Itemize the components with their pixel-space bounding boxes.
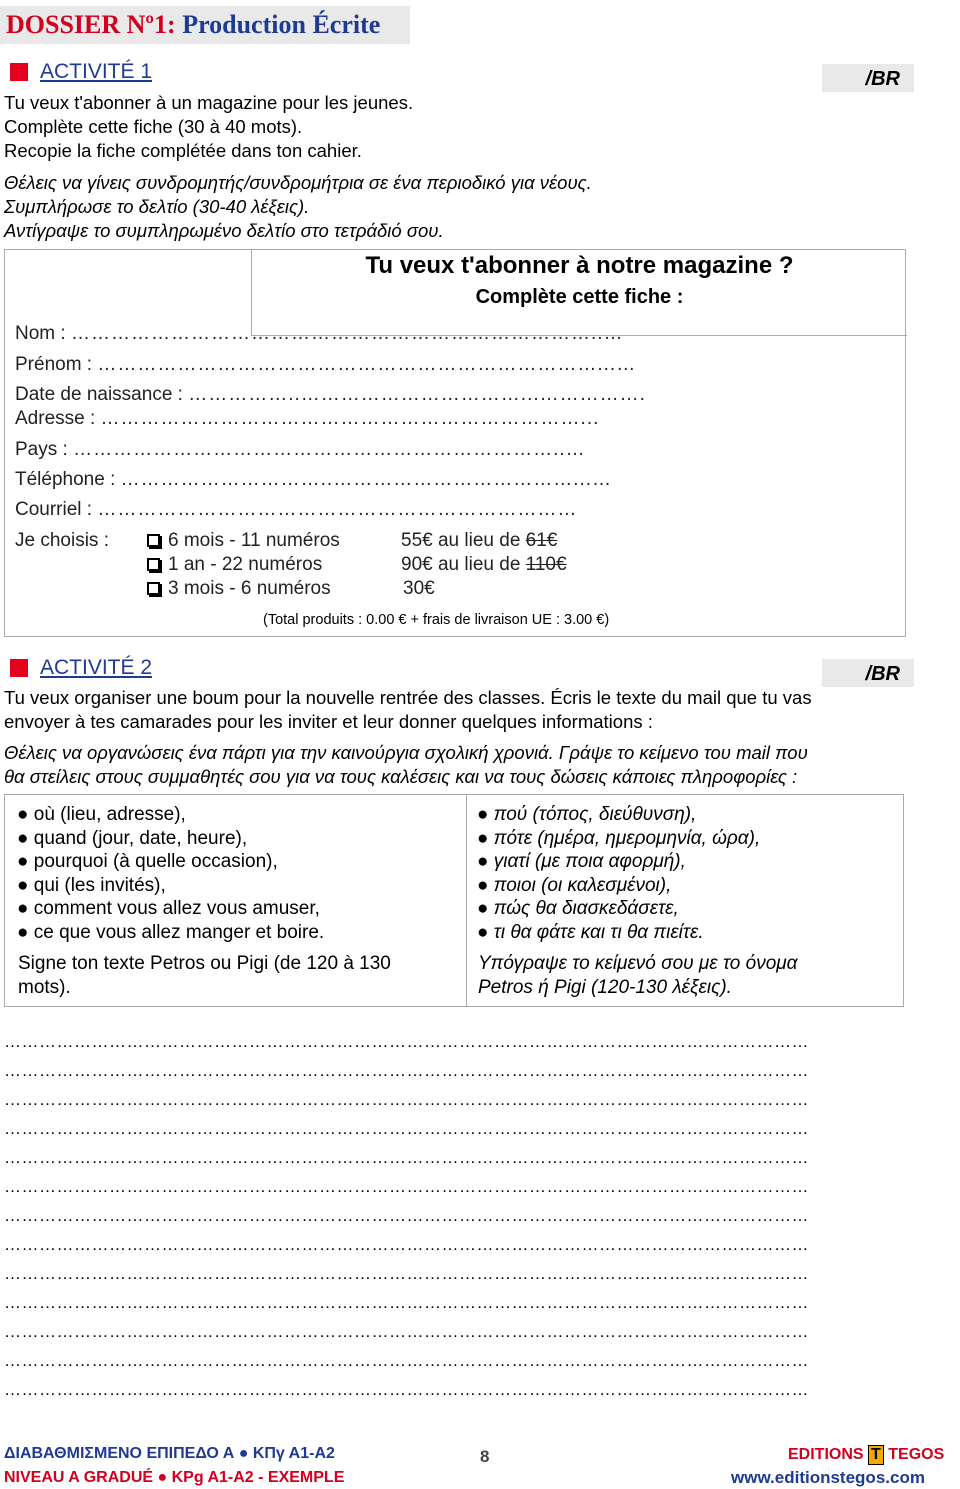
list-item: ● quand (jour, date, heure), <box>17 827 248 849</box>
writing-line[interactable]: ………………………………………………………………………………………………………………………… <box>4 1061 809 1080</box>
sign-line: Petros ή Pigi (120-130 λέξεις). <box>478 976 732 998</box>
activity-2-score: /BR <box>822 659 914 687</box>
prompts-table <box>4 794 904 1007</box>
instruction-fr-3: Recopie la fiche complétée dans ton cahier. <box>4 140 362 161</box>
field-dots: ………………………………………………………………... <box>100 408 600 429</box>
instruction-gr-1: Θέλεις να γίνεις συνδρομητής/συνδρομήτρια σε ένα περιοδικό για νέους. <box>4 172 592 193</box>
field-label: Pays : <box>15 439 68 460</box>
list-item: ● πότε (ημέρα, ημερομηνία, ώρα), <box>477 827 761 849</box>
choose-label: Je choisis : <box>15 530 109 551</box>
field-dots: …………………………..………………………………...… <box>120 469 613 490</box>
subscription-form <box>4 249 906 637</box>
option-old-price: 110€ <box>525 554 567 575</box>
writing-line[interactable]: ………………………………………………………………………………………………………………………… <box>4 1119 809 1138</box>
instruction-fr-2: Complète cette fiche (30 à 40 mots). <box>4 116 303 137</box>
writing-line[interactable]: ………………………………………………………………………………………………………………………… <box>4 1148 809 1167</box>
writing-line[interactable]: ………………………………………………………………………………………………………………………… <box>4 1380 809 1399</box>
field-dots: …………………………………………………………………...… <box>97 354 637 375</box>
sign-line: Υπόγραψε το κείμενό σου με το όνομα <box>478 953 798 974</box>
field-label: Adresse : <box>15 408 96 429</box>
option-duration: 3 mois - 6 numéros <box>168 578 331 599</box>
writing-line[interactable]: ………………………………………………………………………………………………………………………… <box>4 1235 809 1254</box>
list-item: ● ποιοι (οι καλεσμένοι), <box>477 874 672 896</box>
gr-sign-instruction <box>478 952 798 999</box>
option-3-mois-price <box>403 578 435 600</box>
list-item: ● comment vous allez vous amuser, <box>17 898 320 920</box>
option-1-an[interactable] <box>147 554 322 576</box>
option-old-price: 61€ <box>525 530 558 551</box>
total-line: (Total produits : 0.00 € + frais de livraison UE : 3.00 €) <box>263 612 610 628</box>
instruction-fr-1: Tu veux t'abonner à un magazine pour les jeunes. <box>4 92 414 113</box>
activity-2-label: ACTIVITÉ 2 <box>40 656 153 679</box>
brand-t-icon: T <box>868 1445 884 1465</box>
instruction-fr-1: Tu veux organiser une boum pour la nouvelle rentrée des classes. Écris le texte du mail que tu vas <box>4 687 812 708</box>
list-item: ● γιατί (με ποια αφορμή), <box>477 851 686 873</box>
activity-1-heading <box>10 60 152 84</box>
writing-line[interactable]: ………………………………………………………………………………………………………………………… <box>4 1293 809 1312</box>
option-price: 90€ au lieu de <box>401 554 526 575</box>
list-item: ● pourquoi (à quelle occasion), <box>17 851 278 873</box>
list-item: ● où (lieu, adresse), <box>17 804 186 825</box>
list-item: ● πού (τόπος, διεύθυνση), <box>477 804 697 825</box>
activity-2-heading <box>10 656 152 680</box>
writing-line[interactable]: ………………………………………………………………………………………………………………………… <box>4 1264 809 1283</box>
sign-line: mots). <box>18 976 71 998</box>
field-label: Nom : <box>15 323 66 344</box>
instruction-gr-3: Αντίγραψε το συμπληρωμένο δελτίο στο τετράδιό σου. <box>4 220 444 241</box>
list-item: ● qui (les invités), <box>17 874 166 896</box>
writing-line[interactable]: ………………………………………………………………………………………………………………………… <box>4 1032 809 1051</box>
publisher-logo <box>788 1445 944 1465</box>
field-label: Téléphone : <box>15 469 116 490</box>
option-6-mois[interactable] <box>147 530 340 552</box>
column-divider <box>466 795 467 1006</box>
publisher-url[interactable]: www.editionstegos.com <box>731 1468 925 1487</box>
sign-line: Signe ton texte Petros ou Pigi (de 120 à 130 <box>18 953 391 974</box>
list-item: ● τι θα φάτε και τι θα πιείτε. <box>477 921 704 943</box>
option-duration: 6 mois - 11 numéros <box>168 530 340 551</box>
field-adresse[interactable] <box>15 408 599 430</box>
writing-line[interactable]: ………………………………………………………………………………………………………………………… <box>4 1206 809 1225</box>
form-title: Tu veux t'abonner à notre magazine ? <box>365 252 794 279</box>
instruction-fr-2: envoyer à tes camarades pour les inviter et leur donner quelques informations : <box>4 711 653 732</box>
red-square-icon <box>10 659 28 677</box>
footer-level-french: NIVEAU A GRADUÉ ● KPg A1-A2 - EXEMPLE <box>4 1469 345 1486</box>
checkbox-icon[interactable] <box>147 534 160 547</box>
option-3-mois[interactable] <box>147 578 331 600</box>
dossier-subject: Production Écrite <box>182 10 381 39</box>
page-number: 8 <box>480 1447 490 1466</box>
instruction-gr-1: Θέλεις να οργανώσεις ένα πάρτι για την καινούργια σχολική χρονιά. Γράψε το κείμενο του mail που <box>4 742 808 763</box>
activity-1-label: ACTIVITÉ 1 <box>40 60 153 83</box>
option-6-mois-price <box>401 530 557 552</box>
writing-line[interactable]: ………………………………………………………………………………………………………………………… <box>4 1090 809 1109</box>
field-nom[interactable] <box>15 323 624 345</box>
option-price: 55€ au lieu de <box>401 530 526 551</box>
field-telephone[interactable] <box>15 469 612 491</box>
field-date-naissance[interactable] <box>15 384 646 406</box>
field-label: Courriel : <box>15 499 93 520</box>
brand-text: EDITIONS <box>788 1446 869 1463</box>
field-dots: ……………………………………………………………………..… <box>70 323 624 344</box>
form-subtitle: Complète cette fiche : <box>475 286 684 308</box>
red-square-icon <box>10 63 28 81</box>
writing-line[interactable]: ………………………………………………………………………………………………………………………… <box>4 1322 809 1341</box>
option-duration: 1 an - 22 numéros <box>168 554 323 575</box>
fr-sign-instruction <box>18 952 391 999</box>
brand-text: TEGOS <box>883 1446 945 1463</box>
dossier-number: DOSSIER Nº1: <box>6 10 176 39</box>
writing-line[interactable]: ………………………………………………………………………………………………………………………… <box>4 1351 809 1370</box>
option-1-an-price <box>401 554 567 576</box>
field-dots: ……………..……………………………...……………. <box>188 384 646 405</box>
list-item: ● ce que vous allez manger et boire. <box>17 921 325 943</box>
checkbox-icon[interactable] <box>147 558 160 571</box>
instruction-gr-2: Συμπλήρωσε το δελτίο (30-40 λέξεις). <box>4 196 310 217</box>
field-prenom[interactable] <box>15 354 636 376</box>
dossier-title <box>0 6 410 44</box>
list-item: ● πώς θα διασκεδάσετε, <box>477 898 679 920</box>
field-dots: ……………………………………………………………… <box>97 499 578 520</box>
writing-line[interactable]: ………………………………………………………………………………………………………………………… <box>4 1177 809 1196</box>
checkbox-icon[interactable] <box>147 582 160 595</box>
instruction-gr-2: θα στείλεις στους συμμαθητές σου για να τους καλέσεις και να τους δώσεις κάποιες πληροφορίες : <box>4 766 798 787</box>
footer-level-greek: ΔΙΑΒΑΘΜΙΣΜΕΝΟ ΕΠΙΠΕΔΟ Α ● ΚΠγ Α1-Α2 <box>4 1445 335 1462</box>
gr-bullets <box>477 803 760 945</box>
field-courriel[interactable] <box>15 499 577 521</box>
field-label: Date de naissance : <box>15 384 183 405</box>
field-label: Prénom : <box>15 354 93 375</box>
fr-bullets <box>17 803 324 945</box>
field-pays[interactable] <box>15 439 586 461</box>
activity-1-score: /BR <box>822 64 914 92</box>
field-dots: ………………………………………………………………..… <box>73 439 586 460</box>
option-price: 30€ <box>403 578 435 599</box>
